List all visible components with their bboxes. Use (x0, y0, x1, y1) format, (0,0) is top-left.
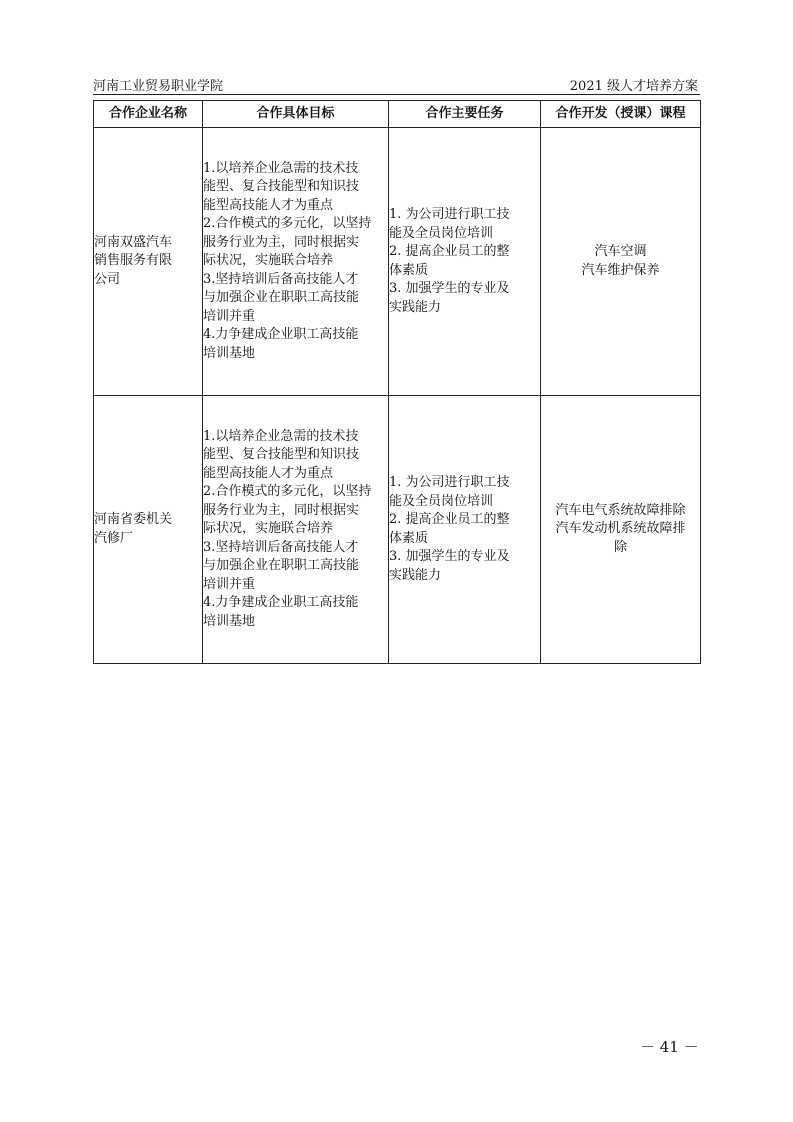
goal-line: 际状况，实施联合培养 (203, 521, 334, 537)
course-line: 汽车空调 (594, 244, 647, 259)
table-header-row (94, 101, 701, 128)
column-header-tasks: 合作主要任务 (389, 101, 541, 128)
courses-cell (541, 396, 701, 664)
task-line: 1. 为公司进行职工技 (389, 475, 510, 490)
company-line: 公司 (94, 271, 121, 287)
task-line: 2. 提高企业员工的整 (389, 512, 510, 527)
column-header-goals: 合作具体目标 (203, 101, 389, 128)
goal-line: 服务行业为主，同时根据实 (203, 502, 360, 518)
goals-cell (203, 396, 389, 664)
task-line: 体素质 (389, 530, 429, 546)
goal-line: 1.以培养企业急需的技术技 (203, 160, 359, 176)
task-line: 3. 加强学生的专业及 (389, 281, 510, 296)
task-line: 能及全员岗位培训 (389, 225, 494, 241)
goal-line: 3.坚持培训后备高技能人才 (203, 539, 359, 555)
header-institution: 河南工业贸易职业学院 (93, 79, 224, 94)
goal-line: 能型高技能人才为重点 (203, 197, 334, 213)
goal-line: 与加强企业在职职工高技能 (203, 290, 360, 306)
company-line: 汽修厂 (94, 530, 134, 546)
column-header-company: 合作企业名称 (94, 101, 203, 128)
goal-line: 培训基地 (203, 345, 256, 361)
task-line: 2. 提高企业员工的整 (389, 244, 510, 259)
goal-line: 2.合作模式的多元化，以坚持 (203, 484, 372, 500)
goal-line: 3.坚持培训后备高技能人才 (203, 271, 359, 287)
task-line: 体素质 (389, 262, 429, 278)
task-line: 实践能力 (389, 567, 442, 583)
goals-cell (203, 128, 389, 396)
goal-line: 能型高技能人才为重点 (203, 465, 334, 481)
column-header-courses: 合作开发（授课）课程 (541, 101, 701, 128)
task-line: 能及全员岗位培训 (389, 493, 494, 509)
goal-line: 培训并重 (203, 576, 256, 592)
goal-line: 培训并重 (203, 308, 256, 324)
header-doc-title: 2021 级人才培养方案 (569, 79, 698, 94)
goal-line: 能型、复合技能型和知识技 (203, 179, 360, 195)
cooperation-table (93, 100, 701, 664)
company-line: 销售服务有限 (94, 253, 173, 269)
goal-line: 培训基地 (203, 613, 256, 629)
page-number: － 41 － (640, 1038, 699, 1056)
course-line: 除 (613, 539, 627, 555)
table-row (94, 128, 701, 396)
goal-line: 能型、复合技能型和知识技 (203, 447, 360, 463)
task-line: 1. 为公司进行职工技 (389, 207, 510, 222)
header-rule (93, 94, 700, 95)
course-line: 汽车维护保养 (581, 262, 660, 278)
goal-line: 4.力争建成企业职工高技能 (203, 595, 359, 611)
goal-line: 1.以培养企业急需的技术技 (203, 428, 359, 444)
courses-cell (541, 128, 701, 396)
goal-line: 2.合作模式的多元化，以坚持 (203, 216, 372, 232)
company-cell (94, 396, 203, 664)
course-line: 汽车发动机系统故障排 (555, 521, 686, 537)
company-line: 河南双盛汽车 (94, 234, 173, 250)
tasks-cell (389, 396, 541, 664)
course-line: 汽车电气系统故障排除 (555, 502, 686, 518)
goal-line: 服务行业为主，同时根据实 (203, 234, 360, 250)
table-row (94, 396, 701, 664)
task-line: 3. 加强学生的专业及 (389, 549, 510, 564)
company-cell (94, 128, 203, 396)
tasks-cell (389, 128, 541, 396)
goal-line: 与加强企业在职职工高技能 (203, 558, 360, 574)
goal-line: 4.力争建成企业职工高技能 (203, 327, 359, 343)
company-line: 河南省委机关 (94, 512, 173, 527)
task-line: 实践能力 (389, 299, 442, 315)
goal-line: 际状况，实施联合培养 (203, 253, 334, 269)
